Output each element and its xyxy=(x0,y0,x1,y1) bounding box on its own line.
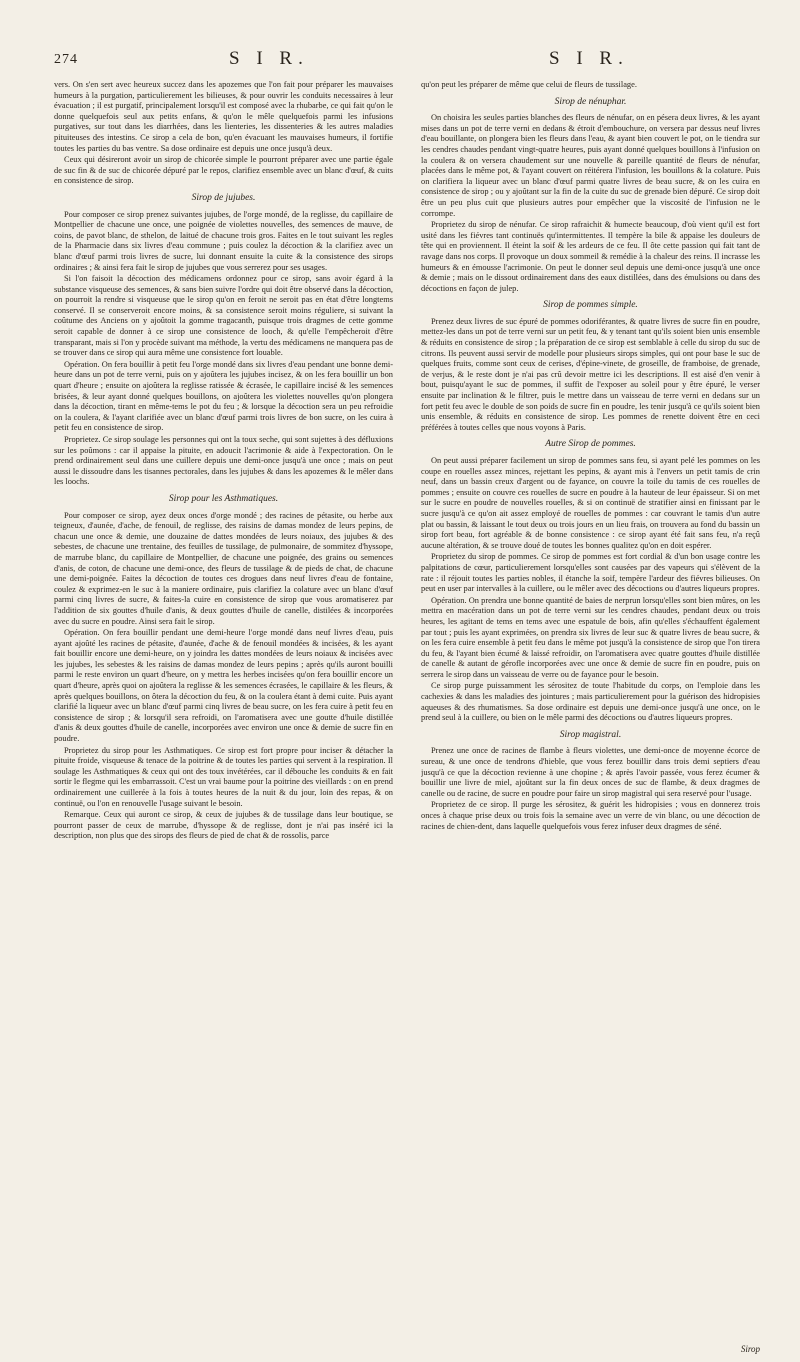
left-column xyxy=(54,80,393,1340)
running-title-right: S I R. xyxy=(549,48,629,69)
paragraph: Si l'on faisoit la décoction des médicamens ordonnez pour ce sirop, sans avoir égard à la substance visqueuse des semences, & sans bien suivre l'ordre qui doit être observé dans la décoction, on pourroit la rendre si visqueuse que le sirop qu'on en feroit ne seroit pas en état d'être longtems conservé. Il se conserveroit encore moins, & sa consistence seroit moins réguliere, si suivant la coûtume des Anciens on y ajoûtoit la gomme tragacanth, puisque trois dragmes de cette gomme seroit capable de donner à ce sirop une consistence de looch, & qu'elle l'empêcheroit d'être transparant, mais si l'on y procède suivant ma méthode, la vertu des médicamens ne manquera pas de se trouver dans ce sirop qui aura même une consistence fort louable. xyxy=(54,274,393,358)
section-heading: Sirop de nénuphar. xyxy=(554,96,627,107)
paragraph: Proprietez. Ce sirop soulage les personnes qui ont la toux seche, qui sont sujettes à des défluxions sur les poûmons : car il appaise la pituite, en adoucit l'acrimonie & aide à l'expectoration. On le prend ordinairement seul dans une cuillere depuis une demi-once jusqu'à une once ; mais on peut aussi le dissoudre dans les tisannes pectorales, dans les jujubes & dans les apozemes & le mêler dans les loochs. xyxy=(54,435,393,487)
section-heading: Sirop de jujubes. xyxy=(191,192,256,203)
paragraph: On choisira les seules parties blanches des fleurs de nénufar, on en pésera deux livres, & les ayant mises dans un pot de terre verni en dedans & étroit d'embouchure, on versera par dessus neuf livres d'eau bouillante, on plongera bien les fleurs dans l'eau, & ayant bien couvert le pot, on le tiendra sur les cendres chaudes pendant vingt-quatre heures, puis ayant donné quelques bouillons à l'infusion on la coulera & on versera chaudement sur une nouvelle & pareille quantité de fleurs de nénufar, placées dans le même pot, & l'ayant couvert on réitérera l'infusion, les bouillons & la colature. Puis on clarifiera la liqueur avec un blanc d'œuf parmi quatre livres de beau sucre, & on les cuira en consistence de sirop ; ou y ajoûtant sur la fin de la cuite du suc de grenade bien dépuré. Ce sirop doit être un peu plus cuit que plusieurs autres pour empêcher que la viscosité de l'infusion ne le corrompe. xyxy=(421,113,760,218)
paragraph: Ce sirop purge puissamment les sérositez de toute l'habitude du corps, on l'emploie dans les cachexies & dans les maladies des jointures ; mais particulierement pour la guérison des hidropisies aqueuses & des rhumatismes. Sa dose ordinaire est depuis une demi-once jusqu'à une once, on le prend seul à la cuillere, ou bien on le mêle parmi des décoctions ou d'autres liqueurs propres. xyxy=(421,681,760,723)
paragraph: Remarque. Ceux qui auront ce sirop, & ceux de jujubes & de tussilage dans leur boutique, se pourront passer de ceux de marrube, d'hyssope & de reglisse, dont je n'ai pas inséré ici la description, non plus que des sirops des fleurs de pied de chat & de rossolis, parce xyxy=(54,810,393,841)
paragraph: Opération. On prendra une bonne quantité de baies de nerprun lorsqu'elles sont bien mûres, on les mettra en macération dans un pot de terre verni sur les cendres chaudes, pendant deux ou trois heures, les agitant de tems en tems avec une espatule de bois, afin qu'elles s'échauffent également par tout ; puis les ayant exprimées, on prendra six livres de leur suc & quatre livres de beau sucre, & on les fera cuire ensemble à petit feu dans le même pot jusqu'à la consistence de sirop que l'on tirera du feu, & l'ayant bien écumé & laissé refroidir, on l'aromatisera avec quatre gouttes d'huile distillée de canelle & autant de gérofle incorporées avec une once & demie de sucre fin en poudre, puis on serrera le sirop dans un vaisseau de verre ou de fayance pour le besoin. xyxy=(421,595,760,679)
paragraph: Proprietez du sirop de nénufar. Ce sirop rafraichit & humecte beaucoup, d'où vient qu'il est fort usité dans les fiévres tant continuës qu'intermittentes. Il tempère la bile & appaise les douleurs de tête qui en proviennent. Il éteint la soif & les ardeurs de ce feu. Il ôte cette passion qui fait tant de ravage dans nos corps. Il provoque un doux sommeil & remédie à la chaleur des reins. Il incrasse les humeurs & en émousse l'acrimonie. On peut le donner seul depuis une demi-once jusqu'à une once & demie ; mais on le dissout ordinairement dans des eaux distillées, dans des émulsions ou dans des décoctions en façon de julep. xyxy=(421,220,760,293)
page-number: 274 xyxy=(54,52,78,67)
paragraph: Proprietez de ce sirop. Il purge les sérositez, & guérit les hidropisies ; vous en donnerez trois onces à chaque prise deux ou trois fois la semaine avec un verre de vin blanc, ou une décoction de racines de chien-dent, dans laquelle quelquefois vous ferez infuser deux dragmes de séné. xyxy=(421,800,760,831)
paragraph: Pour composer ce sirop, ayez deux onces d'orge mondé ; des racines de pétasite, ou herbe aux teigneux, d'aunée, d'ache, de fenouil, de reglisse, des raisins de damas mondez de leurs pepins, de chacun une once & demie, une douzaine de dattes mondées de leurs noiaux, des jujubes & des sebestes, de chacune une trentaine, des feuilles de tussilage, de pulmonaire, de sommitez d'hyssope, de marrube blanc, du capillaire de Montpellier, de chacune une poignée, des grains ou semences d'anis, de coton, de chacune une demi-once, des fleurs de tussilage & de pieds de chat, de chacune une demi-poignée. Faites la décoction de toutes ces drogues dans neuf livres d'eau de fontaine, coulez & exprimez-en le suc à la maniere ordinaire, puis clarifiez la colature avec un blanc d'œuf parmi cinq livres de sucre, & faites-la cuire en consistence de sirop que vous aromatiserez par l'addition de six gouttes d'huile d'anis, & deux gouttes d'huile de canelle, distilées & incorporées avec du sucre en poudre. Ainsi sera fait le sirop. xyxy=(54,510,393,626)
paragraph: On peut aussi préparer facilement un sirop de pommes sans feu, si ayant pelé les pommes on les coupe en rouelles assez minces, rejettant les pepins, & ayant mis à l'envers un petit tamis de crin neuf, dans un bassin creux d'argent ou de fayance, on couvre la toile du tamis de ces rouelles de pommes ; ensuite on couvre ces rouelles de sucre en poudre à la hauteur de leur épaisseur. Si on met sur le sucre en poudre de nouvelles rouelles, & si on continuë de stratifier ainsi en finissant par le sucre jusqu'à ce qu'on ait assez employé de rouelles de pommes : car couvrant le tamis d'un autre plat ou bassin, & laissant le tout deux ou trois jours en un lieu frais, on trouvera au fond du bassin un sirop fort beau, fort agréable & de bonne consistence : ce sirop ayant été fait sans feu, n'a reçû aucune altération, & se trouve doué de toutes les bonnes qualitez qu'on en doit espérer. xyxy=(421,456,760,550)
catchword: Sirop xyxy=(740,1344,760,1354)
section-heading: Sirop pour les Asthmatiques. xyxy=(168,493,279,504)
section-heading: Autre Sirop de pommes. xyxy=(545,439,636,450)
paragraph: Pour composer ce sirop prenez suivantes jujubes, de l'orge mondé, de la reglisse, du capillaire de Montpellier de chacune une once, une poignée de violettes nouvelles, des semences de mauve, de coins, de pavot blanc, de sthelon, de laitué de chacune trois gros. Faites en le tout suivant les regles de la Pharmacie dans six livres d'eau commune ; puis coulez la décoction & la clarifiez avec un blanc d'œuf parmi trois livres de sucre, lui donnant ensuite la cuite & la consistence des sirops ordinaires ; & ainsi fera fait le sirop de jujubes que vous serrerez pour ses usages. xyxy=(54,209,393,272)
running-title-left: S I R. xyxy=(229,48,309,69)
section-heading: Sirop de pommes simple. xyxy=(543,300,638,311)
paragraph: Proprietez du sirop pour les Asthmatiques. Ce sirop est fort propre pour inciser & détacher la pituite froide, visqueuse & tenace de la poitrine & de toutes les parties qui servent à la respiration. Il soulage les Asthmatiques & ceux qui ont des toux invétérées, car il débouche les conduits & en fait sortir le flegme qui les embarrassoit. C'est un vrai baume pour la poitrine des vieillards : on en prend ordinairement une cuillerée à la fois à toutes heures de la nuit & du jour, loin des repas, & on continuë, ou l'on en renouvelle l'usage suivant le besoin. xyxy=(54,745,393,808)
running-header xyxy=(54,48,760,74)
paragraph: qu'on peut les préparer de même que celui de fleurs de tussilage. xyxy=(421,80,637,89)
paragraph: Prenez deux livres de suc épuré de pommes odoriférantes, & quatre livres de sucre fin en poudre, mettez-les dans un pot de terre verni sur un petit feu, & y tenant tant qu'ils soient bien unis ensemble & réduits en consistence de sirop ; la préparation de ce sirop est semblable à celle du sirop du suc de citrons. Ils peuvent aussi servir de modelle pour plusieurs sirops simples, qui ont pour base le suc de quelques fruits, comme sont ceux de cerises, d'épine-vinete, de groseille, de framboise, de grenade, de verjus, & le reste dont je n'ai pas crû devoir mettre ici les descriptions. Il est aisé d'en venir à bout, puisqu'ayant le suc de pommes, il suffit de l'exposer au soleil pour y être épuré, le verser ensuite par inclination & le filtrer, puis le mettre dans un vaisseau de terre verni en dedans sur un fort petit feu avec le double de son poids de sucre fin en poudre, les tenir jusqu'à ce qu'ils soient bien unis ensemble, & réduits en consistence de sirop. Les pommes de renette doivent être en ceci préférées à toutes celles que nous voyons à Paris. xyxy=(421,316,760,432)
paragraph: Opération. On fera bouillir pendant une demi-heure l'orge mondé dans neuf livres d'eau, puis ayant ajoûté les racines de pétasite, d'aunée, d'ache & de fenouil mondées & incisées, & les ayant fait bouillir encore une demi-heure, on y joindra les dattes mondées de leurs noiaux & incisées avec les jujubes, les sebestes & les raisins de damas mondez de leurs pepins ; après qu'ils auront bouilli parmi le reste environ un quart d'heure, on y mettra les herbes incisées qu'on fera bouillir encore un quart d'heure, après quoi on ajoûtera la reglisse & les semences écrasées, le capillaire & les fleurs, & après quelques bouillons, on ôtera la décoction du feu, & on la coulera étant à demi cuite. Puis ayant clarifié la liqueur avec un blanc d'œuf parmi cinq livres de beau sucre, on les fera cuire à petit feu en consistence de sirop ; & lorsqu'il sera refroidi, on l'aromatisera avec une goutte d'huile distillée d'anis & deux gouttes d'huile de canelle, incorporées avec environ une once & demie de sucre fin en poudre. xyxy=(54,628,393,744)
right-column xyxy=(421,80,760,1340)
section-heading: Sirop magistral. xyxy=(559,729,622,740)
paragraph: Proprietez du sirop de pommes. Ce sirop de pommes est fort cordial & d'un bon usage contre les palpitations de cœur, particulierement lorsqu'elles sont causées par des vapeurs qui s'élèvent de la rate : il réjouit toutes les parties nobles, il étanche la soif, tempère l'ardeur des fiévres bilieuses. On peut en user par intervalles à la cuillere, ou le mêler avec des décoctions ou d'autres liqueurs propres. xyxy=(421,552,760,594)
paragraph: Opération. On fera bouillir à petit feu l'orge mondé dans six livres d'eau pendant une bonne demi-heure dans un pot de terre verni, puis on y ajoûtera les jujubes incisez, & on les fera bouillir un bon quart d'heure ; ensuite on ajoûtera la reglisse ratissée & écrasée, le capillaire incisé & les semences brisées, & leur ayant donné quelques bouillons, on ajoûtera les violettes nouvelles qu'on plongera dans la décoction, tirant en même-tems le pot du feu ; & lorsque la décoction sera un peu refroidie on la coulera, & l'ayant clarifiée avec un blanc d'œuf parmi trois livres de bon sucre, on les cuira à petit feu en consistence de sirop. xyxy=(54,359,393,433)
text-columns xyxy=(54,80,760,1340)
paragraph: vers. On s'en sert avec heureux succez dans les apozemes que l'on fait pour préparer les mauvaises humeurs à la purgation, particulierement les bilieuses, & pour ouvrir les conduits necessaires à leur évacuation ; il est purgatif, principalement lorsqu'il est composé avec la rhubarbe, ce qui fait qu'on le donne quelquefois seul aux petits enfans, & qu'on le mêle quelquefois parmi les infusions purgatives, sur tout dans les diarrhées, dans les lienteries, les dissenteries & les autres maladies pituiteuses des intestins. Ce sirop a cela de bon, qu'en évacuant les mauvaises humeurs, il fortifie toutes les parties du bas ventre. Sa dose ordinaire est depuis une once jusqu'à deux. xyxy=(54,80,393,153)
paragraph: Ceux qui désireront avoir un sirop de chicorée simple le pourront préparer avec une partie égale de suc fin & de suc de chicorée dépuré par le repos, clarifiez ensemble avec un blanc d'œuf, & cuits en consistence de sirop. xyxy=(54,155,393,186)
paragraph: Prenez une once de racines de flambe à fleurs violettes, une demi-once de moyenne écorce de sureau, & une once de tendrons d'hieble, que vous ferez bouillir dans trois demi septiers d'eau jusqu'à ce que la décoction revienne à une chopine ; & après l'avoir passée, vous ferez écumer & bouillir une livre de miel, ajoûtant sur la fin deux onces de suc de flambe, & deux dragmes de canelle ou de racine, de sucre en poudre pour faire un sirop magistral qui sera reservé pour l'usage. xyxy=(421,746,760,798)
